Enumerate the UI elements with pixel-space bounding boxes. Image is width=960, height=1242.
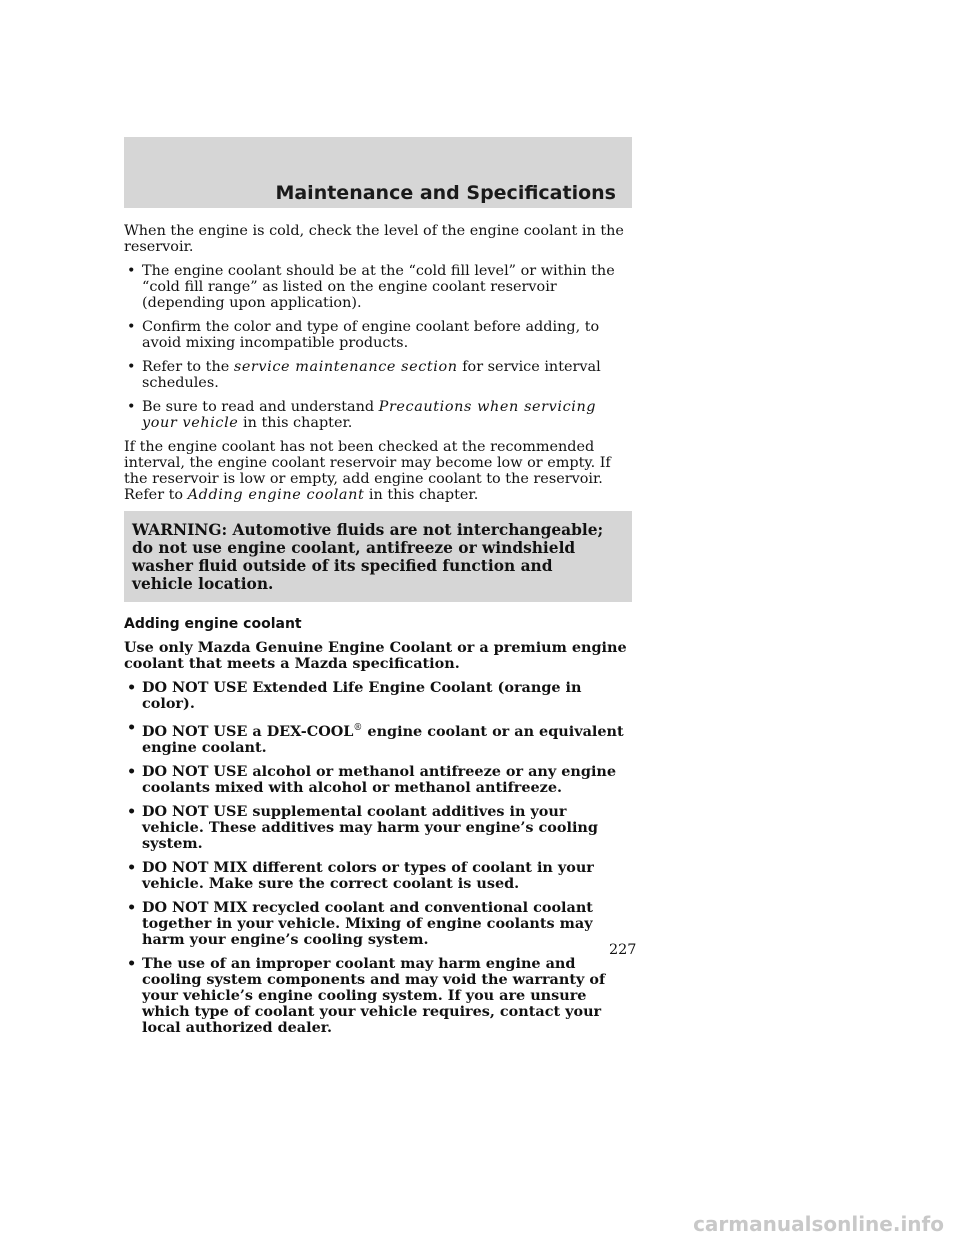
cross-reference: service maintenance section (233, 359, 458, 375)
section-intro: Use only Mazda Genuine Engine Coolant or a premium engine coolant that meets a Mazda specification. (124, 639, 627, 672)
bullet-icon: • (127, 954, 137, 972)
paragraph-text: in this chapter. (368, 487, 479, 503)
list-item (124, 900, 632, 948)
bullet-icon: • (127, 858, 137, 876)
bullet-icon: • (127, 399, 136, 415)
bullet-icon: • (127, 898, 137, 916)
bullet-text: Confirm the color and type of engine coolant before adding, to avoid mixing incompatible products. (142, 319, 600, 351)
watermark-logo: carmanualsonline.info (693, 1212, 944, 1236)
page-number: 227 (609, 942, 637, 958)
list-item (124, 399, 632, 431)
bullet-text: in this chapter. (243, 415, 353, 431)
page-content (124, 223, 632, 1044)
section-title: Maintenance and Specifications (275, 182, 616, 204)
list-item (124, 804, 632, 852)
list-item (124, 860, 632, 892)
bullet-text: The engine coolant should be at the “cold fill level” or within the “cold fill range” as listed on the engine coolant reservoir (depending upon application). (142, 263, 615, 311)
cross-reference: Precautions when servicing your vehicle (142, 399, 597, 431)
bullet-icon: • (127, 679, 137, 696)
bullet-icon: • (127, 319, 136, 335)
bullet-text: DO NOT USE alcohol or methanol antifreeze or any engine coolants mixed with alcohol or methanol antifreeze. (142, 762, 617, 796)
list-item (124, 764, 632, 796)
bullet-text: for service interval schedules. (142, 359, 601, 391)
bullet-text: DO NOT MIX different colors or types of coolant in your vehicle. Make sure the correct coolant is used. (142, 858, 594, 892)
bullet-text: DO NOT MIX recycled coolant and conventional coolant together in your vehicle. Mixing of engine coolants may harm your engine’s cooling system. (142, 898, 593, 948)
bullet-icon: • (127, 719, 137, 736)
bullet-text: DO NOT USE Extended Life Engine Coolant (orange in color). (142, 679, 582, 712)
registered-mark: ® (353, 723, 363, 733)
body-paragraph (124, 439, 632, 503)
warning-box: WARNING: Automotive fluids are not interchangeable; do not use engine coolant, antifreeze or windshield washer fluid outside of its specified function and vehicle location. (124, 511, 632, 602)
list-item (124, 263, 632, 311)
bullet-text: engine coolant or an equivalent engine coolant. (142, 722, 624, 756)
bullet-icon: • (127, 359, 136, 375)
list-item (124, 319, 632, 351)
bullet-icon: • (127, 802, 137, 820)
list-item (124, 680, 632, 712)
list-item (124, 359, 632, 391)
bullet-text: Be sure to read and understand (142, 399, 375, 415)
paragraph-text: If the engine coolant has not been checked at the recommended interval, the engine coolant reservoir may become low or empty. If the reservoir is low or empty, add engine coolant to the reservoir. Refer to (124, 439, 611, 503)
bullet-text: DO NOT USE a DEX-COOL (142, 722, 354, 740)
list-item (124, 720, 632, 756)
bullet-text: The use of an improper coolant may harm engine and cooling system components and may void the warranty of your vehicle’s engine cooling system. If you are unsure which type of coolant your vehicle requires, contact your local authorized dealer. (142, 954, 606, 1036)
bullet-icon: • (127, 762, 137, 780)
bullet-text: Refer to the (142, 359, 230, 375)
intro-paragraph: When the engine is cold, check the level of the engine coolant in the reservoir. (124, 223, 624, 255)
header-band (124, 137, 632, 208)
bullet-text: DO NOT USE supplemental coolant additives in your vehicle. These additives may harm your engine’s cooling system. (142, 802, 598, 852)
section-heading: Adding engine coolant (124, 616, 302, 632)
list-item (124, 956, 632, 1036)
bullet-icon: • (127, 263, 136, 279)
cross-reference: Adding engine coolant (187, 487, 365, 503)
